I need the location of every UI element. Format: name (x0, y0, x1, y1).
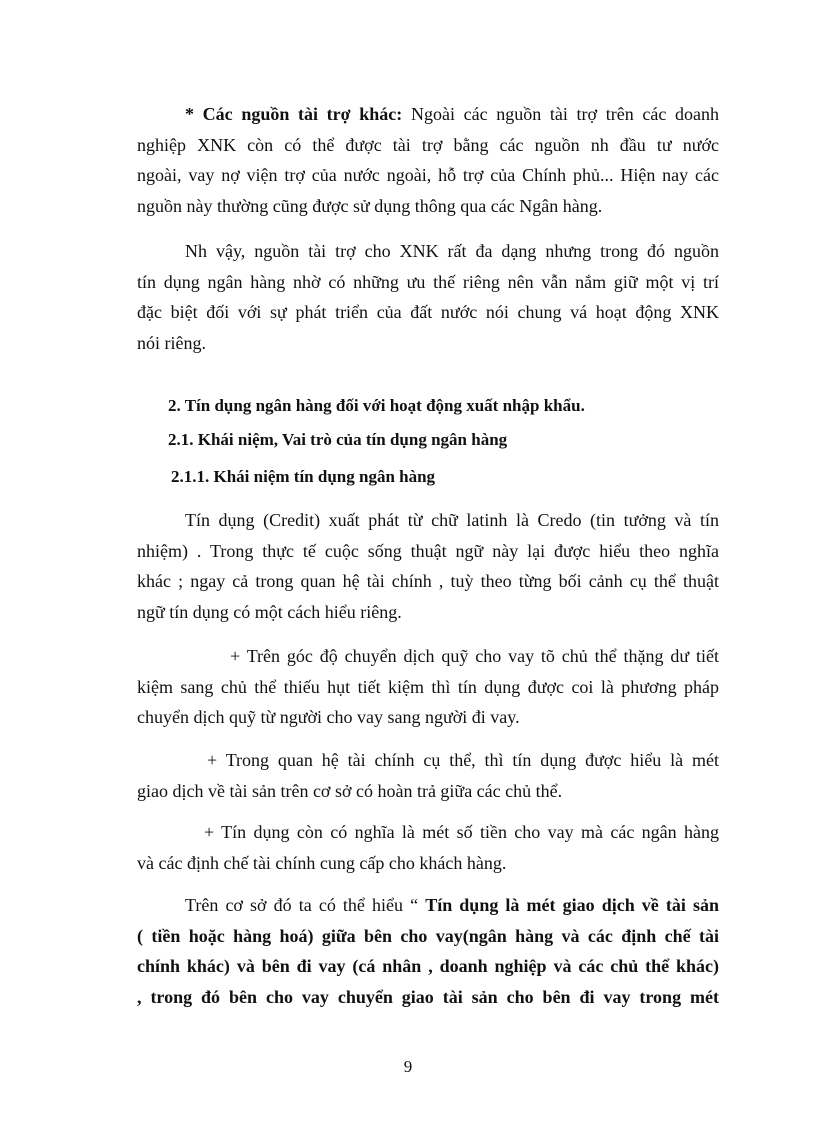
text-line: + Trên góc độ chuyển dịch quỹ cho vay tõ chủ thể thặng dư tiết (230, 646, 719, 666)
text-line: tín dụng ngân hàng nhờ có những ưu thế riêng nên vẫn nắm giữ một vị trí (137, 271, 719, 292)
paragraph-point-3 (137, 817, 719, 878)
section-heading: 2. Tín dụng ngân hàng đối với hoạt động xuất nhập khẩu. (168, 396, 585, 415)
text-line: nghiệp XNK còn có thể được tài trợ bằng các nguồn nh đầu tư nước (137, 134, 719, 155)
text-line: ngoài, vay nợ viện trợ của nước ngoài, hỗ trợ của Chính phủ... Hiện nay các (137, 165, 719, 185)
text-line: chính khác) và bên đi vay (cá nhân , doanh nghiệp và các chủ thể khác) (137, 956, 719, 976)
text-line: khác ; ngay cả trong quan hệ tài chính , tuỳ theo từng bối cảnh cụ thể thuật (137, 571, 719, 591)
text-line: và các định chế tài chính cung cấp cho khách hàng. (137, 852, 507, 873)
paragraph-conclusion (137, 890, 719, 1012)
text-line (137, 890, 719, 921)
text-line: Nh vậy, nguồn tài trợ cho XNK rất đa dạng nhưng trong đó nguồn (185, 241, 719, 261)
text-run: Trên cơ sở đó ta có thể hiểu “ (185, 895, 426, 915)
text-line: đặc biệt đối với sự phát triển của đất nước nói chung vá hoạt động XNK (137, 302, 719, 322)
text-line: ngữ tín dụng có một cách hiểu riêng. (137, 601, 402, 622)
text-line: chuyển dịch quỹ từ người cho vay sang người đi vay. (137, 707, 520, 727)
text-line: giao dịch về tài sản trên cơ sở có hoàn trả giữa các chủ thể. (137, 780, 563, 801)
text-run: Ngoài các nguồn tài trợ trên các doanh (402, 104, 719, 124)
bold-run: Tín dụng là mét giao dịch về tài sản (425, 895, 719, 915)
text-line: nhiệm) . Trong thực tế cuộc sống thuật ngữ này lại được hiểu theo nghĩa (137, 540, 719, 561)
text-line: kiệm sang chủ thể thiếu hụt tiết kiệm thì tín dụng được coi là phương pháp (137, 676, 719, 697)
subsection-heading: 2.1. Khái niệm, Vai trò của tín dụng ngân hàng (168, 430, 508, 449)
page-number: 9 (403, 1057, 413, 1076)
text-line: , trong đó bên cho vay chuyển giao tài sản cho bên đi vay trong mét (137, 986, 719, 1007)
text-line: Tín dụng (Credit) xuất phát từ chữ latinh là Credo (tin tưởng và tín (185, 510, 719, 530)
text-line: nói riêng. (137, 332, 206, 353)
text-line (137, 99, 719, 130)
paragraph-point-2 (137, 745, 719, 806)
subsubsection-heading: 2.1.1. Khái niệm tín dụng ngân hàng (171, 467, 436, 486)
text-line: ( tiền hoặc hàng hoá) giữa bên cho vay(ngân hàng và các định chế tài (137, 925, 719, 946)
paragraph-other-funding (137, 99, 719, 221)
paragraph-credit-definition (137, 505, 719, 627)
paragraph-summary (137, 236, 719, 358)
text-line: nguồn này thường cũng được sử dụng thông qua các Ngân hàng. (137, 195, 603, 216)
paragraph-point-1 (137, 641, 719, 733)
text-line: + Tín dụng còn có nghĩa là mét số tiền cho vay mà các ngân hàng (204, 822, 719, 842)
text-line: + Trong quan hệ tài chính cụ thể, thì tín dụng được hiểu là mét (207, 750, 719, 770)
bold-lead: * Các nguồn tài trợ khác: (185, 104, 403, 124)
